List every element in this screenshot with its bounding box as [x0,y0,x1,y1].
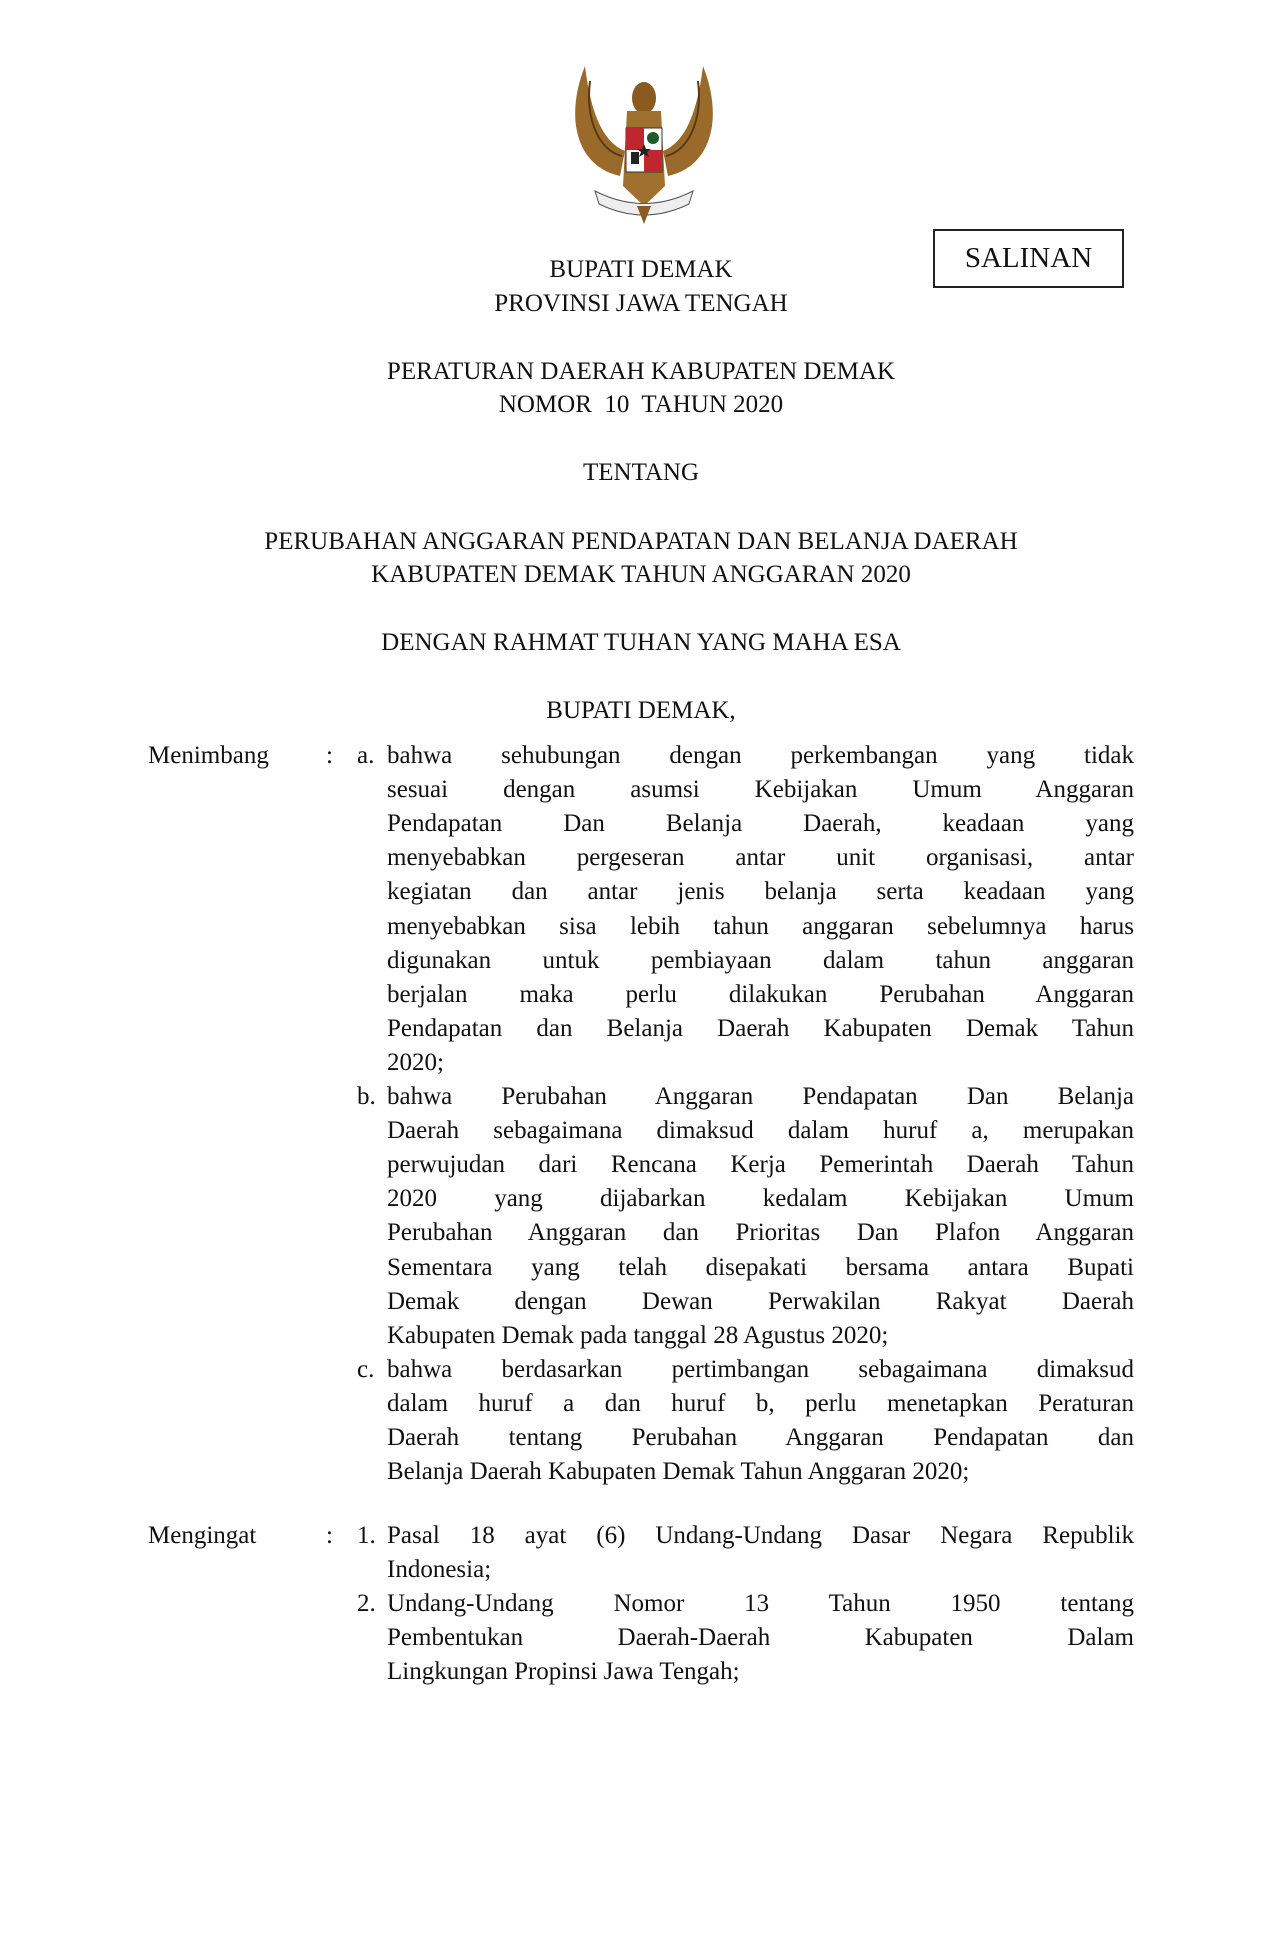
list-item-text-line: 2020 yang dijabarkan kedalam Kebijakan Umum [387,1185,1134,1213]
list-item-text-line: dalam huruf a dan huruf b, perlu menetapkan Peraturan [387,1389,1134,1417]
section-colon: : [326,1522,333,1549]
list-item-text-line: Perubahan Anggaran dan Prioritas Dan Plafon Anggaran [387,1219,1134,1247]
list-item-text-line: 2020; [387,1048,444,1076]
list-item-marker: a. [357,742,375,769]
section-colon: : [326,742,333,769]
list-item-text-line: Belanja Daerah Kabupaten Demak Tahun Anggaran 2020; [387,1458,970,1486]
list-item-text-line: kegiatan dan antar jenis belanja serta keadaan yang [387,878,1134,906]
list-item-marker: b. [357,1083,376,1110]
section-label: Mengingat [148,1522,257,1549]
list-item-text-line: Undang-Undang Nomor 13 Tahun 1950 tentang [387,1590,1134,1618]
regulation-title: PERATURAN DAERAH KABUPATEN DEMAK [386,358,896,385]
list-item-text-line: bahwa berdasarkan pertimbangan sebagaimana dimaksud [387,1355,1134,1383]
issuer-title: BUPATI DEMAK [549,256,733,283]
list-item-text-line: perwujudan dari Rencana Kerja Pemerintah Daerah Tahun [387,1151,1134,1179]
salinan-stamp: SALINAN [933,229,1124,288]
tentang-heading: TENTANG [582,459,700,486]
list-item-text-line: Daerah tentang Perubahan Anggaran Pendapatan dan [387,1424,1134,1451]
list-item-text-line: Daerah sebagaimana dimaksud dalam huruf a, merupakan [387,1117,1134,1145]
subject-line-1: PERUBAHAN ANGGARAN PENDAPATAN DAN BELANJA DAERAH [264,528,1018,555]
list-item-text-line: Pendapatan dan Belanja Daerah Kabupaten Demak Tahun [387,1014,1134,1042]
list-item-text-line: Pembentukan Daerah-Daerah Kabupaten Dalam [387,1624,1134,1652]
list-item-text-line: Demak dengan Dewan Perwakilan Rakyat Daerah [387,1287,1134,1315]
list-item-text-line: digunakan untuk pembiayaan dalam tahun anggaran [387,946,1134,974]
garuda-pancasila-emblem [565,56,723,226]
list-item-text-line: Kabupaten Demak pada tanggal 28 Agustus 2020; [387,1321,889,1349]
issuer-signoff: BUPATI DEMAK, [546,697,736,724]
province-title: PROVINSI JAWA TENGAH [494,290,788,317]
section-label: Menimbang [148,742,269,769]
list-item-text-line: Sementara yang telah disepakati bersama antara Bupati [387,1253,1134,1281]
list-item-text-line: berjalan maka perlu dilakukan Perubahan Anggaran [387,980,1134,1008]
list-item-text-line: sesuai dengan asumsi Kebijakan Umum Anggaran [387,776,1134,804]
list-item-text-line: menyebabkan sisa lebih tahun anggaran sebelumnya harus [387,912,1134,940]
list-item-text-line: Pasal 18 ayat (6) Undang-Undang Dasar Negara Republik [387,1522,1134,1549]
list-item-text-line: bahwa sehubungan dengan perkembangan yang tidak [387,742,1134,769]
regulation-number: NOMOR 10 TAHUN 2020 [498,391,784,418]
list-item-text-line: bahwa Perubahan Anggaran Pendapatan Dan Belanja [387,1083,1134,1110]
list-item-text-line: Lingkungan Propinsi Jawa Tengah; [387,1658,740,1686]
list-item-text-line: menyebabkan pergeseran antar unit organisasi, antar [387,844,1134,872]
list-item-marker: 1. [357,1522,376,1549]
list-item-text-line: Pendapatan Dan Belanja Daerah, keadaan yang [387,810,1134,838]
list-item-text-line: Indonesia; [387,1556,492,1584]
list-item-marker: 2. [357,1590,376,1618]
subject-line-2: KABUPATEN DEMAK TAHUN ANGGARAN 2020 [371,561,911,588]
list-item-marker: c. [357,1355,375,1383]
preamble: DENGAN RAHMAT TUHAN YANG MAHA ESA [381,629,901,656]
